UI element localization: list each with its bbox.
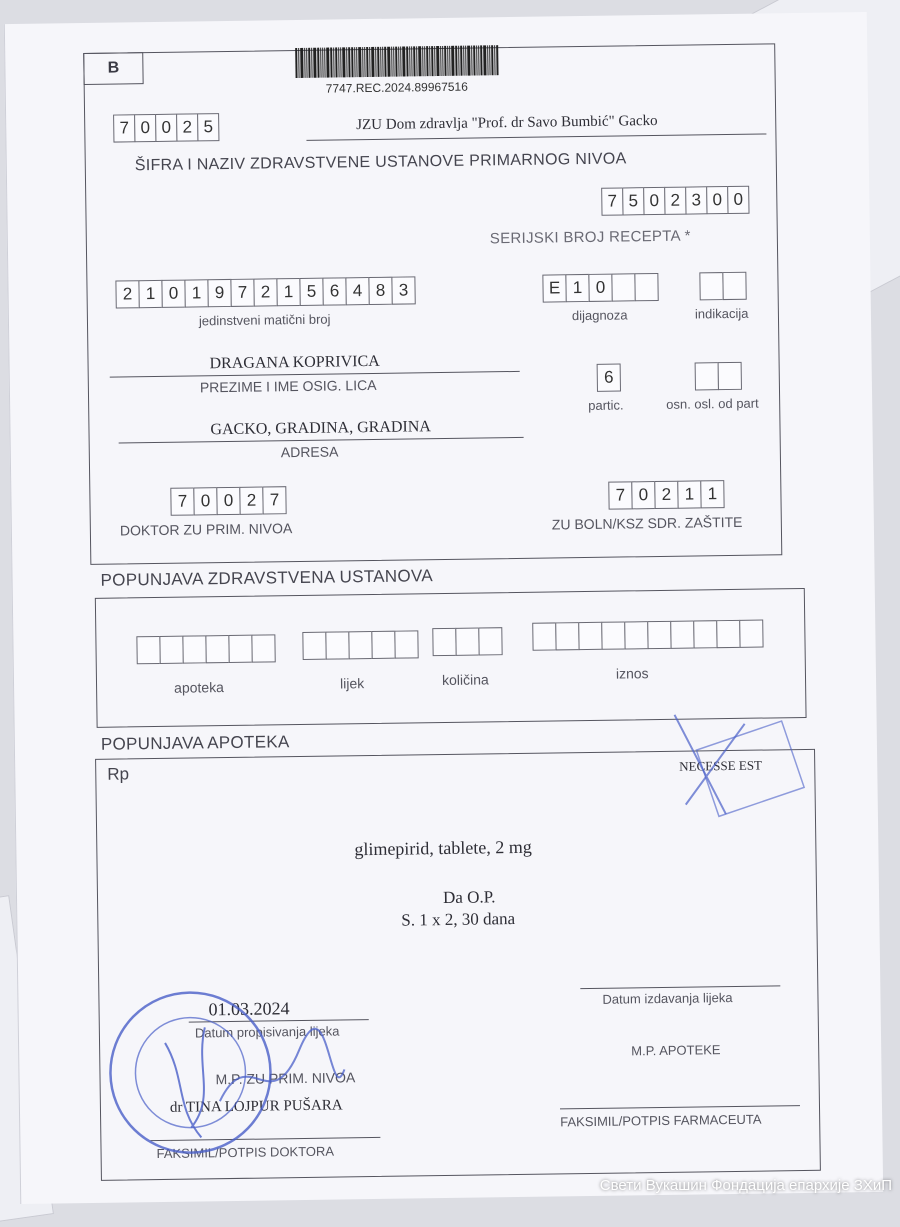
partic-cell: 6 bbox=[597, 364, 621, 392]
barcode-bar bbox=[451, 46, 454, 76]
doctor-code-label: DOKTOR ZU PRIM. NIVOA bbox=[119, 520, 293, 539]
partic-cells bbox=[598, 364, 621, 392]
iznos-cell bbox=[601, 621, 625, 649]
barcode-bar bbox=[406, 46, 408, 76]
doctor-cell: 2 bbox=[239, 487, 263, 515]
iznos-cell bbox=[578, 622, 602, 650]
doctor-cell: 7 bbox=[262, 486, 286, 514]
barcode-bar bbox=[358, 47, 361, 77]
hospital-cell: 0 bbox=[631, 481, 655, 509]
watermark-text: Свети Вукашин Фондација епархије ЗХиП bbox=[599, 1177, 892, 1194]
address-label: ADRESA bbox=[280, 443, 339, 461]
lijek-cell bbox=[394, 630, 418, 658]
apoteka-cell bbox=[159, 636, 183, 664]
institution-code-cells bbox=[114, 113, 219, 142]
barcode-bar bbox=[467, 46, 470, 76]
jmbg-cell: 4 bbox=[345, 277, 369, 305]
serial-cell: 0 bbox=[643, 187, 665, 215]
barcode-bar bbox=[371, 47, 374, 77]
jmbg-cells bbox=[116, 276, 415, 308]
form-letter: B bbox=[107, 59, 120, 77]
serial-number-cells bbox=[602, 186, 749, 216]
iznos-cell bbox=[532, 622, 556, 650]
barcode-bar bbox=[436, 46, 439, 76]
barcode-bar bbox=[313, 48, 316, 78]
hospital-cell: 7 bbox=[608, 481, 632, 509]
apoteka-label: apoteka bbox=[173, 679, 225, 696]
lijek-cell bbox=[371, 631, 395, 659]
hospital-cell: 1 bbox=[677, 480, 701, 508]
patient-address: GACKO, GRADINA, GRADINA bbox=[210, 418, 432, 439]
indication-label: indikacija bbox=[694, 305, 749, 322]
mp-doctor-label: M.P. ZU PRIM. NIVOA bbox=[215, 1069, 356, 1088]
dosage-line-1: Da O.P. bbox=[442, 887, 496, 908]
inst-code-cell: 0 bbox=[134, 114, 156, 142]
barcode-bar bbox=[326, 48, 329, 78]
osn-cell bbox=[695, 362, 719, 390]
patient-label: PREZIME I IME OSIG. LICA bbox=[199, 376, 377, 396]
iznos-cell bbox=[624, 621, 648, 649]
inst-code-cell: 0 bbox=[155, 114, 177, 142]
lijek-cells bbox=[303, 630, 418, 660]
lijek-label: lijek bbox=[339, 675, 365, 692]
serial-number-label: SERIJSKI BROJ RECEPTA * bbox=[489, 227, 691, 248]
indic-cell bbox=[722, 272, 746, 300]
iznos-cell bbox=[670, 621, 694, 649]
diagnosis-label: dijagnoza bbox=[571, 307, 628, 324]
jmbg-cell: 7 bbox=[230, 279, 254, 307]
rp-label: Rp bbox=[107, 764, 130, 784]
osn-cells bbox=[696, 362, 742, 391]
pharmacist-signature-label: FAKSIMIL/POTPIS FARMACEUTA bbox=[560, 1111, 762, 1130]
barcode-bar bbox=[335, 47, 337, 77]
doctor-signature-label: FAKSIMIL/POTPIS DOKTORA bbox=[156, 1143, 335, 1162]
jmbg-cell: 0 bbox=[161, 280, 185, 308]
indication-cells bbox=[700, 272, 746, 301]
lijek-cell bbox=[325, 631, 349, 659]
apoteka-cell bbox=[182, 635, 206, 663]
hospital-code-label: ZU BOLN/KSZ SDR. ZAŠTITE bbox=[551, 513, 743, 533]
pharmacy-stamp bbox=[664, 703, 806, 825]
barcode-bar bbox=[308, 48, 310, 78]
serial-cell: 3 bbox=[685, 186, 707, 214]
issue-date-label: Datum izdavanja lijeka bbox=[602, 990, 733, 1007]
barcode-bar bbox=[480, 45, 482, 75]
barcode-bar bbox=[491, 45, 493, 75]
barcode-number: 7747.REC.2024.89967516 bbox=[325, 79, 468, 96]
hospital-code-cells bbox=[609, 480, 724, 510]
diagnosis-cells bbox=[543, 273, 658, 303]
diag-cell bbox=[634, 273, 658, 301]
drug-name: glimepirid, tablete, 2 mg bbox=[354, 836, 532, 860]
barcode-bar bbox=[348, 47, 350, 77]
jmbg-cell: 6 bbox=[322, 277, 346, 305]
iznos-cell bbox=[647, 621, 671, 649]
barcode-bar bbox=[387, 47, 390, 77]
necesse-est: NECESSE EST bbox=[679, 757, 763, 774]
barcode-bar bbox=[330, 47, 332, 77]
hospital-cell: 2 bbox=[654, 481, 678, 509]
apoteka-cell bbox=[228, 635, 252, 663]
barcode-bar bbox=[431, 46, 433, 76]
iznos-cell bbox=[739, 620, 763, 648]
diag-cell: E bbox=[542, 274, 566, 302]
mp-pharmacy-label: M.P. APOTEKE bbox=[631, 1042, 721, 1059]
barcode-bar bbox=[418, 46, 421, 76]
apoteka-cells bbox=[137, 634, 275, 664]
barcode-bar bbox=[366, 47, 368, 77]
barcode-bar bbox=[395, 47, 397, 77]
jmbg-cell: 1 bbox=[276, 278, 300, 306]
patient-name: DRAGANA KOPRIVICA bbox=[209, 352, 380, 373]
jmbg-cell: 1 bbox=[138, 280, 162, 308]
dosage-line-2: S. 1 x 2, 30 dana bbox=[401, 909, 516, 930]
iznos-cells bbox=[533, 620, 763, 651]
jmbg-cell: 1 bbox=[184, 279, 208, 307]
prescription-date-label: Datum propisivanja lijeka bbox=[194, 1023, 340, 1041]
barcode-bar bbox=[317, 48, 319, 78]
inst-code-cell: 7 bbox=[113, 114, 135, 142]
partic-label: partic. bbox=[588, 397, 624, 413]
signature-scribble bbox=[209, 1019, 351, 1141]
hospital-cell: 1 bbox=[700, 480, 724, 508]
serial-cell: 2 bbox=[664, 187, 686, 215]
barcode-bar bbox=[402, 46, 405, 76]
barcode-bar bbox=[377, 47, 379, 77]
barcode-bar bbox=[342, 47, 345, 77]
kolicina-cell bbox=[455, 628, 479, 656]
jmbg-cell: 2 bbox=[115, 280, 139, 308]
barcode-bar bbox=[473, 46, 475, 76]
barcode-bar bbox=[384, 47, 386, 77]
jmbg-cell: 2 bbox=[253, 278, 277, 306]
inst-code-cell: 2 bbox=[176, 113, 198, 141]
iznos-label: iznos bbox=[615, 665, 649, 682]
serial-cell: 0 bbox=[706, 186, 728, 214]
diag-cell: 0 bbox=[588, 274, 612, 302]
osn-cell bbox=[718, 362, 742, 390]
form-letter-box bbox=[83, 52, 143, 85]
jmbg-cell: 8 bbox=[368, 277, 392, 305]
diag-cell: 1 bbox=[565, 274, 589, 302]
jmbg-label: jedinstveni matični broj bbox=[198, 311, 331, 329]
barcode-bar bbox=[496, 45, 498, 75]
barcode-bar bbox=[426, 46, 428, 76]
doctor-cell: 0 bbox=[193, 487, 217, 515]
serial-cell: 7 bbox=[601, 187, 623, 215]
barcode-bar bbox=[483, 45, 486, 75]
institution-name: JZU Dom zdravlja "Prof. dr Savo Bumbić" Gacko bbox=[356, 112, 658, 134]
jmbg-cell: 3 bbox=[391, 276, 415, 304]
barcode-bar bbox=[460, 46, 462, 76]
jmbg-cell: 5 bbox=[299, 278, 323, 306]
iznos-cell bbox=[693, 620, 717, 648]
prescription-date: 01.03.2024 bbox=[208, 998, 290, 1020]
iznos-cell bbox=[716, 620, 740, 648]
institution-section-title: POPUNJAVA ZDRAVSTVENA USTANOVA bbox=[100, 566, 434, 590]
apoteka-cell bbox=[136, 636, 160, 664]
barcode-bar bbox=[295, 48, 297, 78]
diag-cell bbox=[611, 273, 635, 301]
pharmacy-section-title: POPUNJAVA APOTEKA bbox=[100, 732, 290, 754]
barcode-bar bbox=[413, 46, 415, 76]
institution-label: ŠIFRA I NAZIV ZDRAVSTVENE USTANOVE PRIMARNOG NIVOA bbox=[134, 150, 627, 175]
lijek-cell bbox=[348, 631, 372, 659]
prescription-form bbox=[4, 12, 883, 1204]
barcode bbox=[295, 45, 499, 78]
apoteka-cell bbox=[205, 635, 229, 663]
doctor-name: dr TINA LOJPUR PUŠARA bbox=[169, 1097, 343, 1116]
kolicina-cells bbox=[433, 627, 502, 656]
indic-cell bbox=[699, 272, 723, 300]
kolicina-cell bbox=[478, 627, 502, 655]
iznos-cell bbox=[555, 622, 579, 650]
doctor-code-cells bbox=[171, 486, 286, 516]
barcode-bar bbox=[300, 48, 303, 78]
inst-code-cell: 5 bbox=[197, 113, 219, 141]
kolicina-label: količina bbox=[441, 671, 489, 689]
serial-cell: 0 bbox=[727, 186, 749, 214]
apoteka-cell bbox=[251, 634, 275, 662]
barcode-bar bbox=[455, 46, 457, 76]
doctor-cell: 0 bbox=[216, 487, 240, 515]
serial-cell: 5 bbox=[622, 187, 644, 215]
lijek-cell bbox=[302, 632, 326, 660]
barcode-bar bbox=[351, 47, 353, 77]
kolicina-cell bbox=[432, 628, 456, 656]
osn-label: osn. osl. od part bbox=[666, 395, 759, 412]
barcode-bar bbox=[444, 46, 446, 76]
jmbg-cell: 9 bbox=[207, 279, 231, 307]
doctor-cell: 7 bbox=[170, 487, 194, 515]
